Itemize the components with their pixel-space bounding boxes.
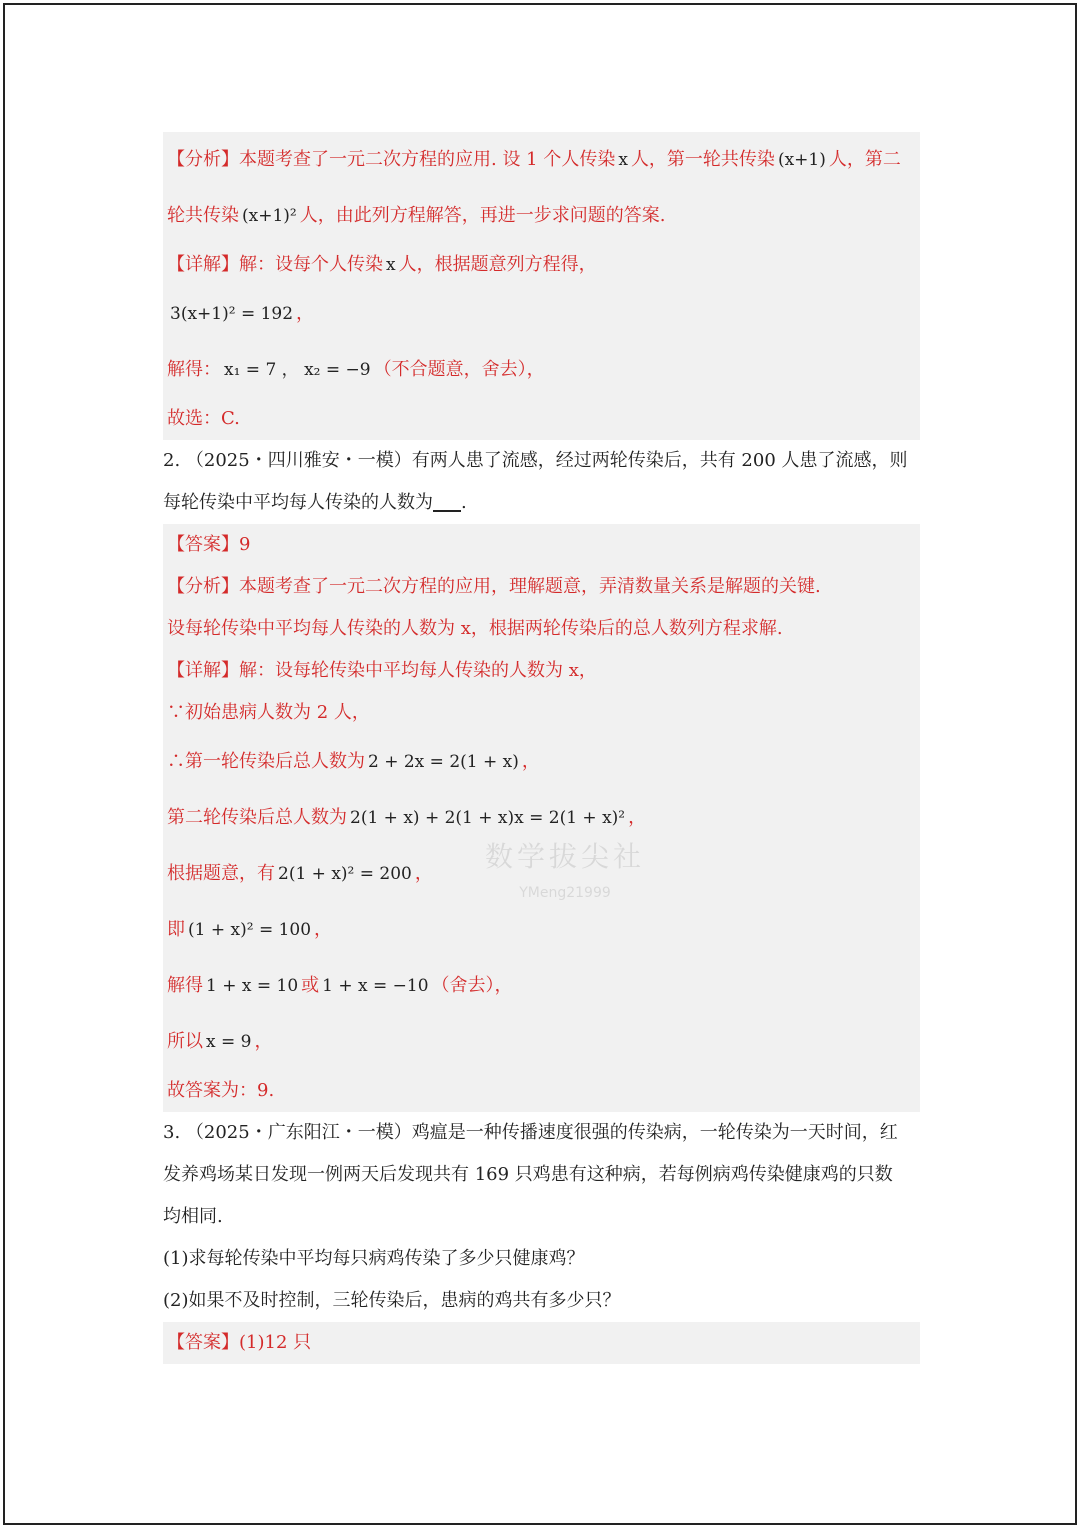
watermark-id: YMeng21999	[519, 885, 611, 901]
step-2: ∴第一轮传染后总人数为 2 + 2x = 2(1 + x) ，	[167, 751, 540, 772]
document-page	[163, 132, 920, 1364]
detail-line: 【详解】解：设每个人传染 x 人，根据题意列方程得，	[167, 254, 597, 275]
analysis-line-1: 【分析】本题考查了一元二次方程的应用，理解题意，弄清数量关系是解题的关键.	[167, 576, 821, 597]
solution-block-2	[163, 524, 920, 1112]
step-7: 所以 x = 9 ，	[167, 1031, 273, 1052]
step-4: 根据题意，有 2(1 + x)² = 200 ，	[167, 863, 433, 884]
step-5: 即 (1 + x)² = 100 ，	[167, 919, 333, 940]
question-3-part-1: (1)求每轮传染中平均每只病鸡传染了多少只健康鸡？	[163, 1248, 585, 1269]
question-3-line-2: 发养鸡场某日发现一例两天后发现共有 169 只鸡患有这种病，若每例病鸡传染健康鸡的只数	[163, 1164, 893, 1185]
watermark-name: 数学拔尖社	[484, 840, 645, 873]
question-2	[163, 440, 920, 524]
question-3-part-2: (2)如果不及时控制，三轮传染后，患病的鸡共有多少只？	[163, 1290, 621, 1311]
watermark	[460, 835, 670, 901]
analysis-line-2: 轮共传染 (x+1)² 人，由此列方程解答，再进一步求问题的答案.	[167, 205, 666, 226]
answer-line: 【答案】9	[167, 534, 251, 555]
analysis-line-1: 【分析】本题考查了一元二次方程的应用. 设 1 个人传染 x 人，第一轮共传染 (x+1) 人，第二	[167, 149, 901, 170]
solution-block-1	[163, 132, 920, 440]
equation-line: 3(x+1)² = 192 ，	[170, 303, 315, 324]
question-3-line-3: 均相同.	[163, 1206, 223, 1227]
step-6: 解得 1 + x = 10 或 1 + x = −10 （舍去），	[167, 975, 513, 996]
answer-blank	[433, 490, 461, 512]
final-answer-line: 故答案为：9.	[167, 1080, 275, 1101]
question-3	[163, 1112, 920, 1322]
detail-line: 【详解】解：设每轮传染中平均每人传染的人数为 x，	[167, 660, 597, 681]
solve-line: 解得： x₁ = 7 ， x₂ = −9 （不合题意，舍去），	[167, 359, 545, 380]
solution-block-3	[163, 1322, 920, 1364]
step-1: ∵初始患病人数为 2 人，	[167, 702, 370, 723]
question-2-line-1: 2. （2025・四川雅安・一模）有两人患了流感，经过两轮传染后，共有 200 人患了流感，则	[163, 450, 908, 471]
answer-line: 【答案】(1)12 只	[167, 1332, 312, 1353]
question-3-line-1: 3. （2025・广东阳江・一模）鸡瘟是一种传播速度很强的传染病，一轮传染为一天时间，红	[163, 1122, 898, 1143]
step-3: 第二轮传染后总人数为 2(1 + x) + 2(1 + x)x = 2(1 + x)² ，	[167, 807, 647, 828]
question-2-line-2: 每轮传染中平均每人传染的人数为 .	[163, 492, 467, 513]
choice-line: 故选：C.	[167, 408, 240, 429]
analysis-line-2: 设每轮传染中平均每人传染的人数为 x，根据两轮传染后的总人数列方程求解.	[167, 618, 783, 639]
